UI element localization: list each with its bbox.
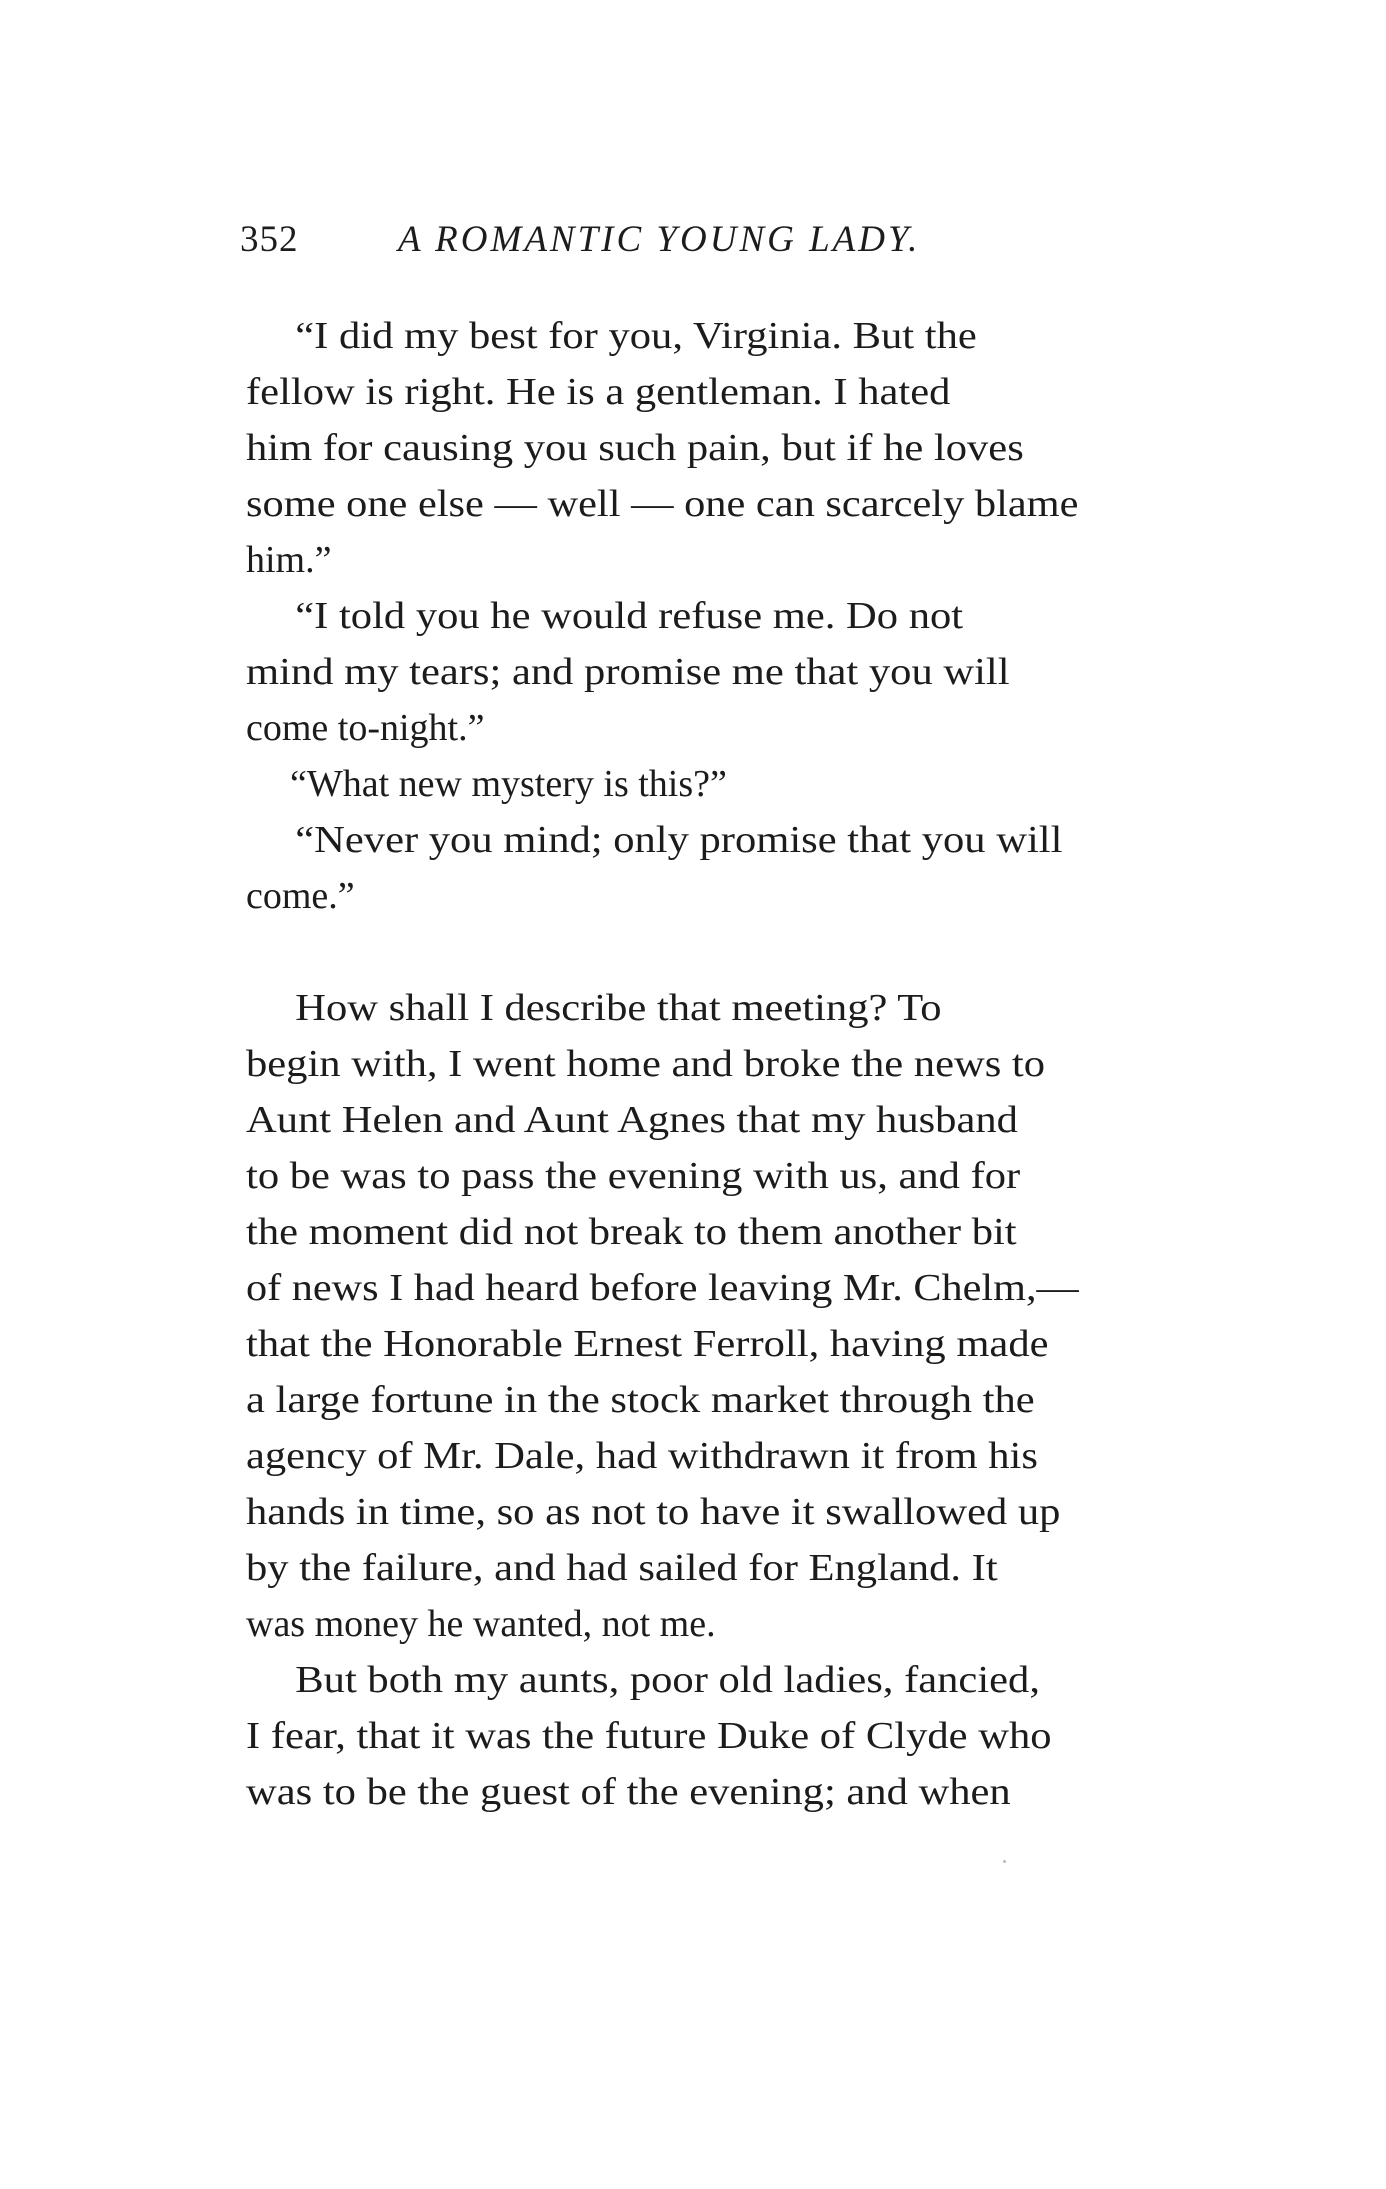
text-line: to be was to pass the evening with us, and for — [246, 1155, 1021, 1197]
text-line: Aunt Helen and Aunt Agnes that my husband — [246, 1099, 1018, 1141]
text-line: But both my aunts, poor old ladies, fancied, — [295, 1659, 1040, 1701]
text-line: come.” — [246, 875, 355, 917]
text-line: “Never you mind; only promise that you will — [295, 819, 1063, 861]
text-line: come to-night.” — [246, 707, 485, 749]
page-number: 352 — [240, 219, 299, 260]
text-line: How shall I describe that meeting? To — [295, 987, 942, 1029]
text-line: “What new mystery is this?” — [290, 763, 727, 805]
text-line: mind my tears; and promise me that you will — [246, 651, 1010, 693]
page-header — [240, 218, 1040, 274]
text-line: agency of Mr. Dale, had withdrawn it from his — [246, 1435, 1038, 1477]
text-line: was to be the guest of the evening; and when — [246, 1771, 1011, 1813]
text-line: him for causing you such pain, but if he loves — [246, 427, 1024, 469]
text-line: by the failure, and had sailed for England. It — [246, 1547, 998, 1589]
paper-speck — [1003, 1860, 1006, 1863]
text-line: of news I had heard before leaving Mr. Chelm,— — [246, 1267, 1079, 1309]
body-text — [246, 308, 1146, 1820]
text-line: a large fortune in the stock market through the — [246, 1379, 1035, 1421]
text-line: was money he wanted, not me. — [246, 1603, 716, 1645]
text-line: “I told you he would refuse me. Do not — [295, 595, 964, 637]
text-line: “I did my best for you, Virginia. But the — [295, 315, 977, 357]
text-line: the moment did not break to them another bit — [246, 1211, 1017, 1253]
text-line: fellow is right. He is a gentleman. I hated — [246, 371, 951, 413]
section-break — [246, 924, 1146, 980]
text-line: some one else — well — one can scarcely blame — [246, 483, 1079, 525]
text-line: him.” — [246, 539, 332, 581]
text-line: that the Honorable Ernest Ferroll, having made — [246, 1323, 1049, 1365]
text-line: hands in time, so as not to have it swallowed up — [246, 1491, 1061, 1533]
text-line: I fear, that it was the future Duke of Clyde who — [246, 1715, 1052, 1757]
text-line: begin with, I went home and broke the news to — [246, 1043, 1045, 1085]
running-title: A ROMANTIC YOUNG LADY. — [398, 219, 921, 260]
